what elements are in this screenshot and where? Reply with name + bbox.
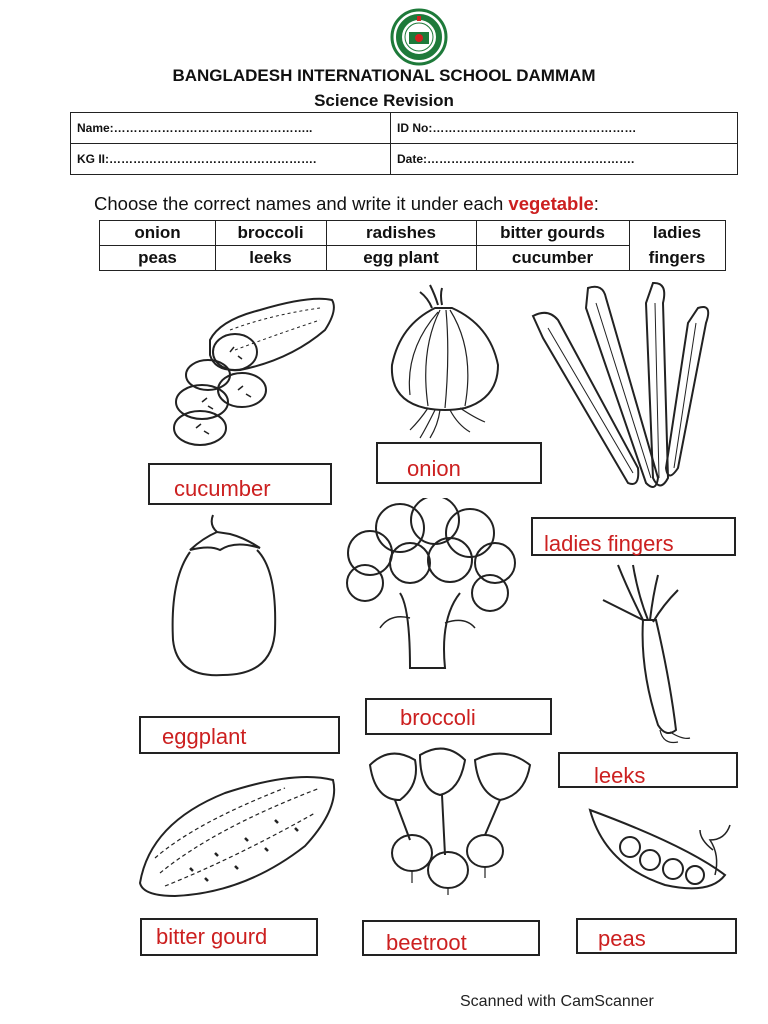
kg-field[interactable]: KG II:……………………………………………. (71, 144, 391, 175)
date-field[interactable]: Date:……………………………………………. (397, 152, 635, 166)
answer-peas: peas (598, 926, 646, 951)
answer-box-leeks[interactable] (558, 752, 738, 788)
word-fingers: fingers (648, 248, 706, 267)
answer-eggplant: eggplant (162, 724, 247, 749)
word-peas: peas (138, 248, 177, 267)
student-info-table (70, 112, 738, 175)
word-broccoli: broccoli (237, 223, 304, 242)
cucumber-illustration (160, 290, 340, 450)
broccoli-illustration (340, 498, 520, 673)
peas-illustration (585, 805, 735, 900)
answer-ladies-fingers: ladies fingers (544, 531, 674, 556)
onion-illustration (380, 280, 510, 440)
page-subtitle: Science Revision (314, 91, 454, 110)
word-onion: onion (134, 223, 181, 242)
word-egg-plant: egg plant (363, 248, 439, 267)
answer-leeks: leeks (594, 763, 646, 788)
answer-cucumber: cucumber (174, 476, 271, 501)
scanner-watermark: Scanned with CamScanner (460, 993, 654, 1010)
id-no-field[interactable]: ID No:…………………………………………… (397, 121, 637, 135)
word-ladies: ladies (652, 223, 702, 242)
instruction-text: Choose the correct names and write it under each vegetable: (94, 193, 599, 214)
word-bitter-gourds: bitter gourds (500, 223, 605, 242)
word-bank-table (99, 220, 726, 271)
leek-illustration (598, 560, 708, 750)
school-name: BANGLADESH INTERNATIONAL SCHOOL DAMMAM (172, 66, 596, 85)
beetroot-illustration (360, 745, 550, 895)
word-radishes: radishes (366, 223, 436, 242)
school-logo-icon (390, 8, 448, 66)
answer-bitter-gourd: bitter gourd (156, 924, 268, 949)
answer-onion: onion (407, 456, 461, 481)
name-field[interactable]: Name:………………………………………….. (71, 113, 391, 143)
eggplant-illustration (165, 510, 285, 685)
word-leeks: leeks (249, 248, 292, 267)
okra-illustration (528, 278, 718, 498)
answer-beetroot: beetroot (386, 930, 467, 955)
bitter-gourd-illustration (135, 768, 340, 903)
word-cucumber: cucumber (511, 248, 594, 267)
answer-broccoli: broccoli (400, 705, 476, 730)
instruction-highlight: vegetable (508, 193, 594, 214)
